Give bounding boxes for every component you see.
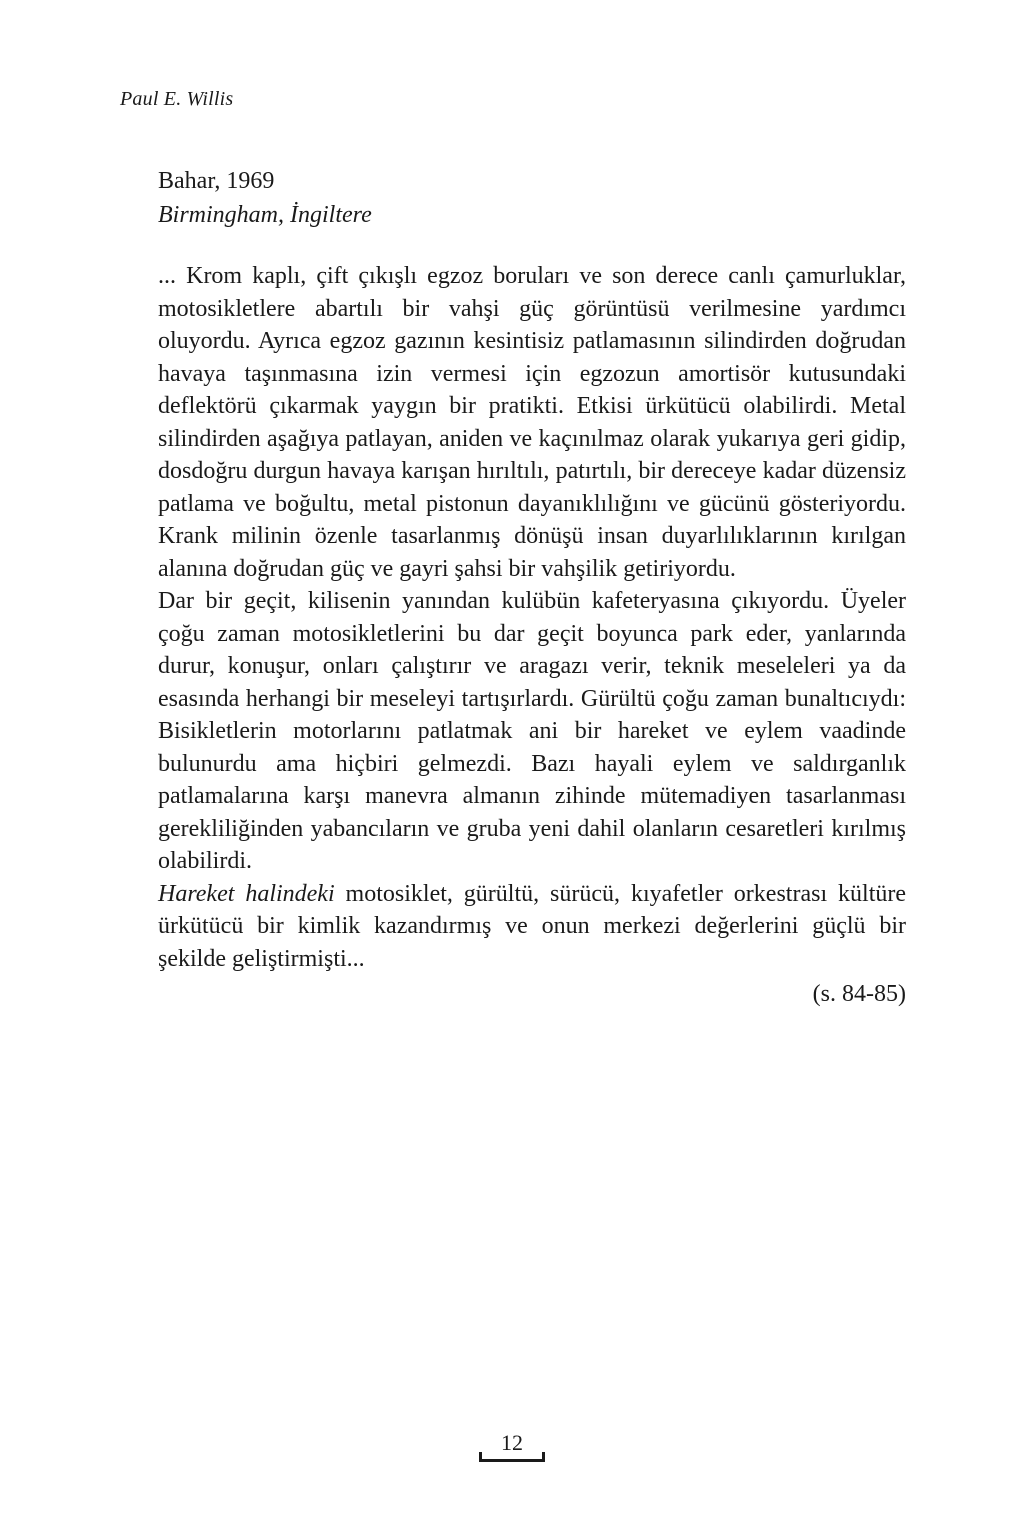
passage-paragraph-2: Dar bir geçit, kilisenin yanından kulübün kafeteryasına çıkıyordu. Üyeler çoğu zaman motosikletlerini bu dar geçit boyunca park eder, yanlarında durur, konuşur, onları çalıştırır ve aragazı verir, teknik meseleleri ya da esasında herhangi bir meseleyi tartışırlardı. Gürültü çoğu zaman bunaltıcıydı: Bisikletlerin motorlarını patlatmak ani bir hareket ve eylem vaadinde bulunurdu ama hiçbiri gelmezdi. Bazı hayali eylem ve saldırganlık patlamalarına karşı manevra almanın zihinde mütemadiyen tasarlanması gerekliliğinden yabancıların ve gruba yeni dahil olanların cesaretleri kırılmış olabilirdi. bbox=[158, 588, 906, 874]
section-place: Birmingham, İngiltere bbox=[158, 202, 372, 228]
page-citation: (s. 84-85) bbox=[812, 981, 906, 1007]
page-number: 12 bbox=[501, 1430, 523, 1455]
running-header-author: Paul E. Willis bbox=[120, 88, 234, 110]
page-footer bbox=[0, 1430, 1024, 1462]
quoted-passage bbox=[158, 260, 906, 975]
passage-paragraph-3 bbox=[158, 878, 906, 976]
page-number-rule bbox=[479, 1459, 545, 1462]
section-date: Bahar, 1969 bbox=[158, 168, 275, 194]
passage-paragraph-3-italic: Hareket halindeki bbox=[158, 880, 335, 907]
page-body bbox=[158, 164, 906, 1011]
passage-paragraph-1: ... Krom kaplı, çift çıkışlı egzoz boruları ve son derece canlı çamurluklar, motosikletlere abartılı bir vahşi güç görüntüsü verilmesine yardımcı oluyordu. Ayrıca egzoz gazının kesintisiz patlamasının silindirden doğrudan havaya taşınmasına izin vermesi için egzozun amortisör kutusundaki deflektörü çıkarmak yaygın bir pratikti. Etkisi ürkütücü olabilirdi. Metal silindirden aşağıya patlayan, aniden ve kaçınılmaz olarak yukarıya geri gidip, dosdoğru durgun havaya karışan hırıltılı, patırtılı, bir dereceye kadar düzensiz patlama ve boğultu, metal pistonun dayanıklılığını ve gücünü gösteriyordu. Krank milinin özenle tasarlanmış dönüşü insan duyarlılıklarının kırılgan alanına doğrudan güç ve gayri şahsi bir vahşilik getiriyordu. bbox=[158, 263, 906, 582]
page-number-box bbox=[487, 1430, 537, 1462]
passage-paragraph-3-text: motosiklet, gürültü, sürücü, kıyafetler orkestrası kültüre ürkütücü bir kimlik kazandırmış ve onun merkezi değerlerini güçlü bir şekilde geliştirmişti... bbox=[158, 880, 907, 972]
